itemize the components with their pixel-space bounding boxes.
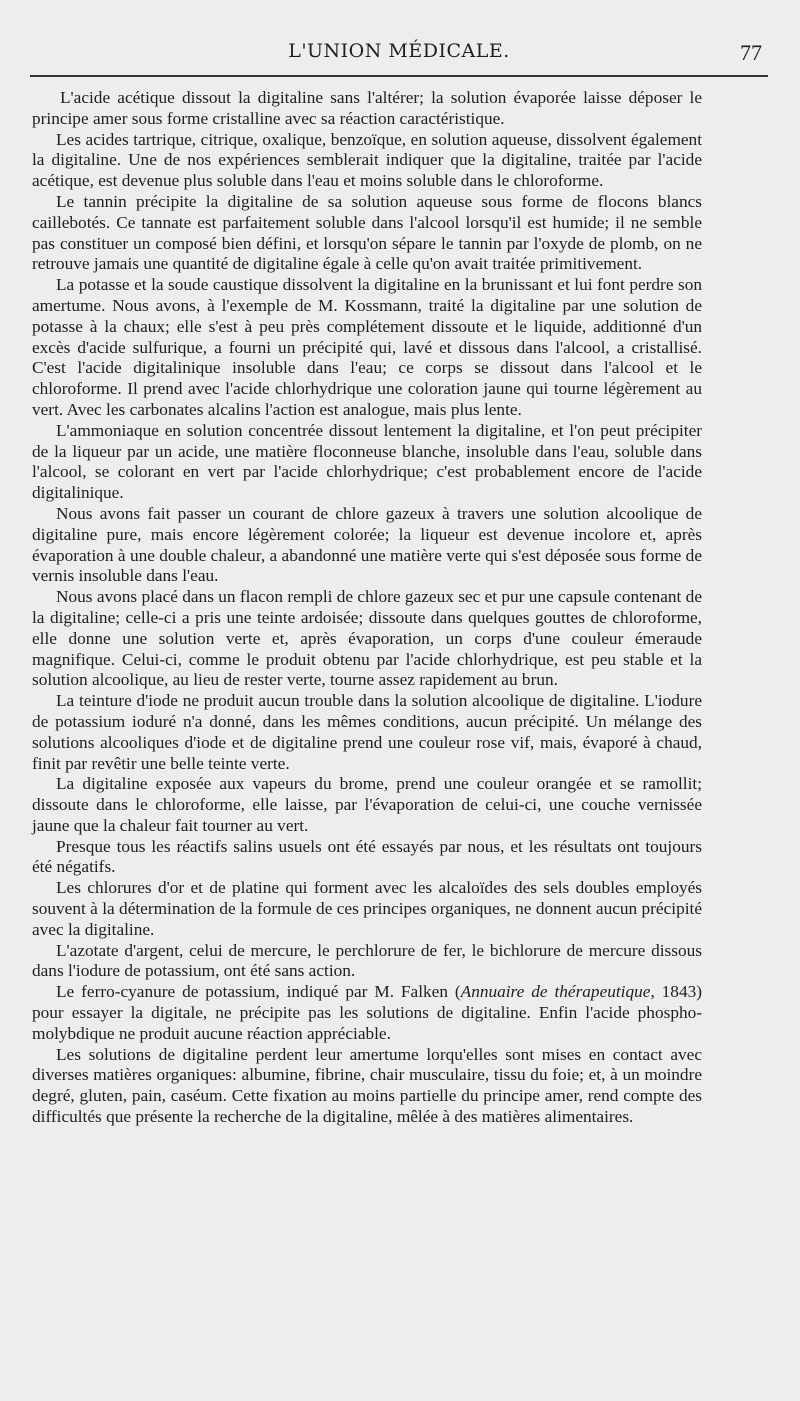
paragraph: Les acides tartrique, citrique, oxalique, benzoïque, en solution aqueuse, dissolvent également la digitaline. Une de nos expériences semblerait indiquer que la digitaline, traitée par l'acide acétique, est devenue plus soluble dans l'eau et moins soluble dans le chloroforme. <box>32 129 702 191</box>
page-header <box>32 40 766 70</box>
article-body <box>32 88 702 1128</box>
paragraph: Les solutions de digitaline perdent leur amertume lorqu'elles sont mises en contact avec diverses matières organiques: albumine, fibrine, chair musculaire, tissu du foie; et, à un moindre degré, gluten, pain, caséum. Cette fixation au moins partielle du principe amer, rend compte des difficultés que présente la recherche de la digitaline, mêlée à des matières alimentaires. <box>32 1044 702 1127</box>
running-title: L'UNION MÉDICALE. <box>288 40 510 62</box>
falken-text-after: , 1843) pour essayer la digitale, ne précipite pas les solutions de digitaline. Enfin l'acide phospho-molybdique ne produit aucune réaction appréciable. <box>32 982 702 1043</box>
paragraph: L'ammoniaque en solution concentrée dissout lentement la digitaline, et l'on peut précipiter de la liqueur par un acide, une matière floconneuse blanche, insoluble dans l'eau, soluble dans l'alcool, se colorant en vert par l'acide chlorhydrique; c'est probablement encore de l'acide digitalinique. <box>32 420 702 503</box>
citation-title: Annuaire de thérapeutique <box>460 982 651 1002</box>
paragraph: La digitaline exposée aux vapeurs du brome, prend une couleur orangée et se ramollit; dissoute dans le chloroforme, elle laisse, par l'évaporation de celui-ci, une couche vernissée jaune que la chaleur fait tourner au vert. <box>32 774 702 835</box>
paragraph: L'azotate d'argent, celui de mercure, le perchlorure de fer, le bichlorure de mercure dissous dans l'iodure de potassium, ont été sans action. <box>32 940 702 981</box>
falken-text-before: Le ferro-cyanure de potassium, indiqué par M. Falken ( <box>56 982 461 1002</box>
page-number: 77 <box>740 40 762 65</box>
paragraph: La teinture d'iode ne produit aucun trouble dans la solution alcoolique de digitaline. L'iodure de potassium ioduré n'a donné, dans les mêmes conditions, aucun précipité. Un mélange des solutions alcooliques d'iode et de digitaline prend une couleur rose vif, mais, évaporé à chaud, finit par revêtir une belle teinte verte. <box>32 691 702 773</box>
paragraph: L'acide acétique dissout la digitaline sans l'altérer; la solution évaporée laisse déposer le principe amer sous forme cristalline avec sa réaction caractéristique. <box>32 88 702 128</box>
paragraph: Presque tous les réactifs salins usuels ont été essayés par nous, et les résultats ont toujours été négatifs. <box>32 836 702 877</box>
paragraph: Les chlorures d'or et de platine qui forment avec les alcaloïdes des sels doubles employés souvent à la détermination de la formule de ces principes organiques, ne donnent aucun précipité avec la digitaline. <box>32 878 702 939</box>
header-rule <box>30 75 768 77</box>
paragraph: Nous avons fait passer un courant de chlore gazeux à travers une solution alcoolique de digitaline pure, mais encore légèrement colorée; la liqueur est devenue incolore et, après évaporation à une double chaleur, a abandonné une matière verte qui s'est déposée sous forme de vernis insoluble dans l'eau. <box>32 503 702 586</box>
paragraph: La potasse et la soude caustique dissolvent la digitaline en la brunissant et lui font perdre son amertume. Nous avons, à l'exemple de M. Kossmann, traité la digitaline par une solution de potasse à la chaux; elle s'est à peu près complétement dissoute et le liquide, additionné d'un excès d'acide sulfurique, a fourni un précipité qui, lavé et dissous dans l'alcool, a cristallisé. C'est l'acide digitalinique insoluble dans l'eau; ce corps se dissout dans l'alcool et le chloroforme. Il prend avec l'acide chlorhydrique une coloration jaune qui tourne légèrement au vert. Avec les carbonates alcalins l'action est analogue, mais plus lente. <box>32 275 702 419</box>
paragraph-falken <box>32 982 702 1044</box>
paragraph: Nous avons placé dans un flacon rempli de chlore gazeux sec et pur une capsule contenant de la digitaline; celle-ci a pris une teinte ardoisée; dissoute dans quelques gouttes de chloroforme, elle donne une solution verte et, après évaporation, un corps d'une couleur émeraude magnifique. Celui-ci, comme le produit obtenu par l'acide chlorhydrique, est peu stable et la solution alcoolique, au lieu de rester verte, tourne assez rapidement au brun. <box>32 587 702 690</box>
paragraph: Le tannin précipite la digitaline de sa solution aqueuse sous forme de flocons blancs caillebotés. Ce tannate est parfaitement soluble dans l'alcool lorsqu'il est humide; il ne semble pas constituer un composé bien défini, et lorsqu'on sépare le tannin par l'oxyde de plomb, on ne retrouve jamais une quantité de digitaline égale à celle qu'on avait traitée primitivement. <box>32 191 702 274</box>
